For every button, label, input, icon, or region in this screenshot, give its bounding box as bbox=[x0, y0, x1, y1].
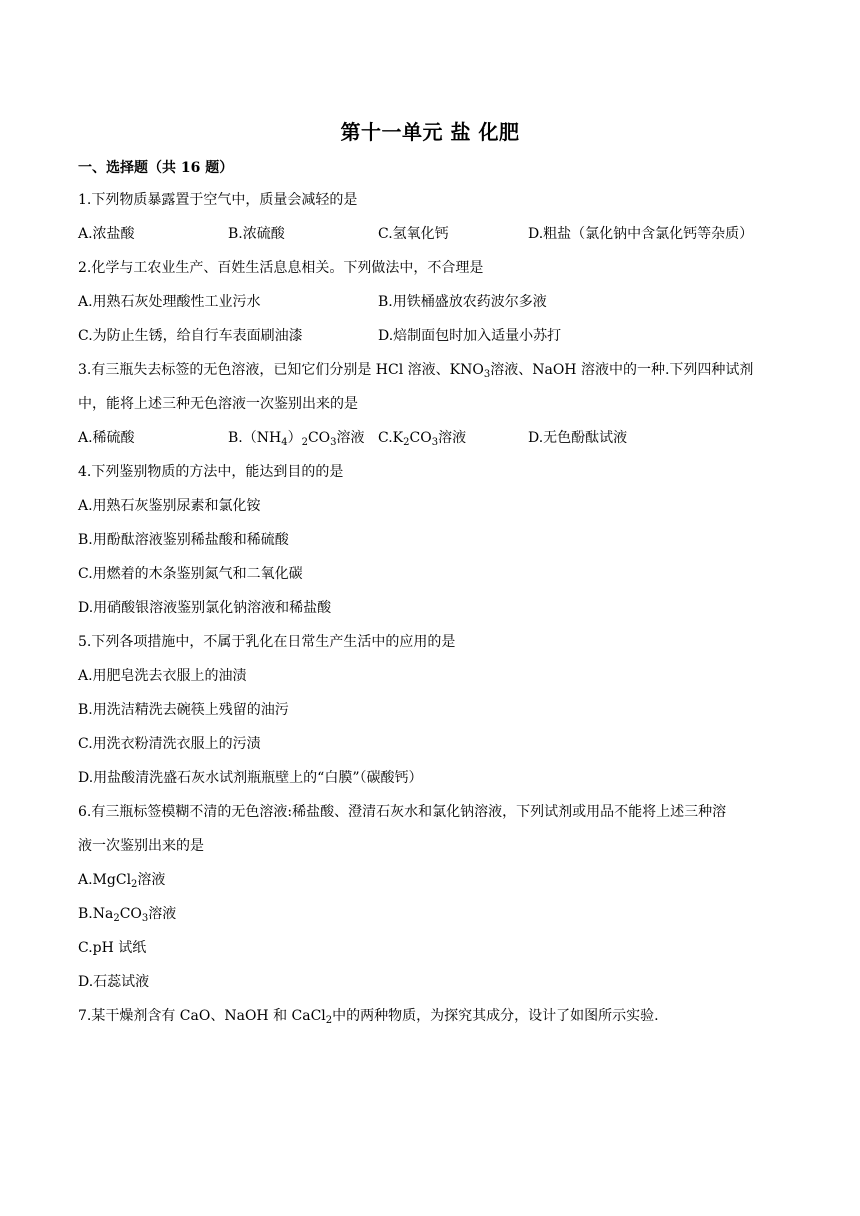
page-title: 第十一单元 盐 化肥 bbox=[340, 120, 520, 144]
question-3-option-a: A.稀硫酸 bbox=[78, 430, 135, 446]
question-3-option-b: $B.(NH_4)_2CO_3$溶液 bbox=[228, 430, 365, 448]
question-5-option-a: A.用肥皂洗去衣服上的油渍 bbox=[78, 668, 247, 684]
question-2-option-c: C.为防止生锈，给自行车表面刷油漆 bbox=[78, 328, 303, 344]
question-2-option-a: A.用熟石灰处理酸性工业污水 bbox=[78, 294, 261, 310]
question-7-stem: 7.某干燥剂含有 CaO、NaOH 和 CaCl$_2$中的两种物质，为探究其成分，设计了如图所示实验. bbox=[78, 1008, 659, 1026]
question-6-option-a: A.MgCl$_2$溶液 bbox=[78, 872, 166, 890]
question-5-option-b: B.用洗洁精洗去碗筷上残留的油污 bbox=[78, 702, 289, 718]
question-5-option-d: D.用盐酸清洗盛石灰水试剂瓶瓶壁上的“白膜”（碳酸钙） bbox=[78, 770, 423, 786]
question-5-stem: 5.下列各项措施中，不属于乳化在日常生产生活中的应用的是 bbox=[78, 634, 456, 650]
question-1-option-b: B.浓硫酸 bbox=[228, 226, 285, 242]
question-4-stem: 4.下列鉴别物质的方法中，能达到目的的是 bbox=[78, 464, 344, 480]
question-2-option-d: D.焙制面包时加入适量小苏打 bbox=[378, 328, 562, 344]
question-4-option-b: B.用酚酞溶液鉴别稀盐酸和稀硫酸 bbox=[78, 532, 289, 548]
question-6-option-c: C.pH 试纸 bbox=[78, 940, 147, 956]
question-2-option-b: B.用铁桶盛放农药波尔多液 bbox=[378, 294, 547, 310]
question-1-option-a: A.浓盐酸 bbox=[78, 226, 135, 242]
question-4-option-c: C.用燃着的木条鉴别氮气和二氧化碳 bbox=[78, 566, 303, 582]
question-1-option-d: D.粗盐（氯化钠中含氯化钙等杂质） bbox=[528, 226, 754, 242]
question-1-option-c: C.氢氧化钙 bbox=[378, 226, 449, 242]
question-2-stem: 2.化学与工农业生产、百姓生活息息相关。下列做法中，不合理是 bbox=[78, 260, 484, 276]
question-5-option-c: C.用洗衣粉清洗衣服上的污渍 bbox=[78, 736, 261, 752]
question-1-stem: 1.下列物质暴露置于空气中，质量会减轻的是 bbox=[78, 192, 358, 208]
question-6-option-d: D.石蕊试液 bbox=[78, 974, 150, 990]
question-3-option-d: D.无色酚酞试液 bbox=[528, 430, 628, 446]
question-3-option-c: $C.K_2CO_3$溶液 bbox=[378, 430, 467, 448]
question-4-option-a: A.用熟石灰鉴别尿素和氯化铵 bbox=[78, 498, 261, 514]
question-6-stem-line2: 液一次鉴别出来的是 bbox=[78, 838, 204, 854]
question-4-option-d: D.用硝酸银溶液鉴别氯化钠溶液和稀盐酸 bbox=[78, 600, 332, 616]
question-3-stem-line2: 中，能将上述三种无色溶液一次鉴别出来的是 bbox=[78, 396, 358, 412]
section-heading: 一、选择题（共 16 题） bbox=[78, 160, 234, 176]
question-3-stem: 3.有三瓶失去标签的无色溶液，已知它们分别是 HCl 溶液、$KNO_3$溶液、NaOH 溶液中的一种.下列四种试剂 bbox=[78, 362, 754, 380]
question-6-option-b: $B.Na_2CO_3$溶液 bbox=[78, 906, 177, 924]
question-6-stem: 6.有三瓶标签模糊不清的无色溶液:稀盐酸、澄清石灰水和氯化钠溶液，下列试剂或用品不能将上述三种溶 bbox=[78, 804, 727, 820]
